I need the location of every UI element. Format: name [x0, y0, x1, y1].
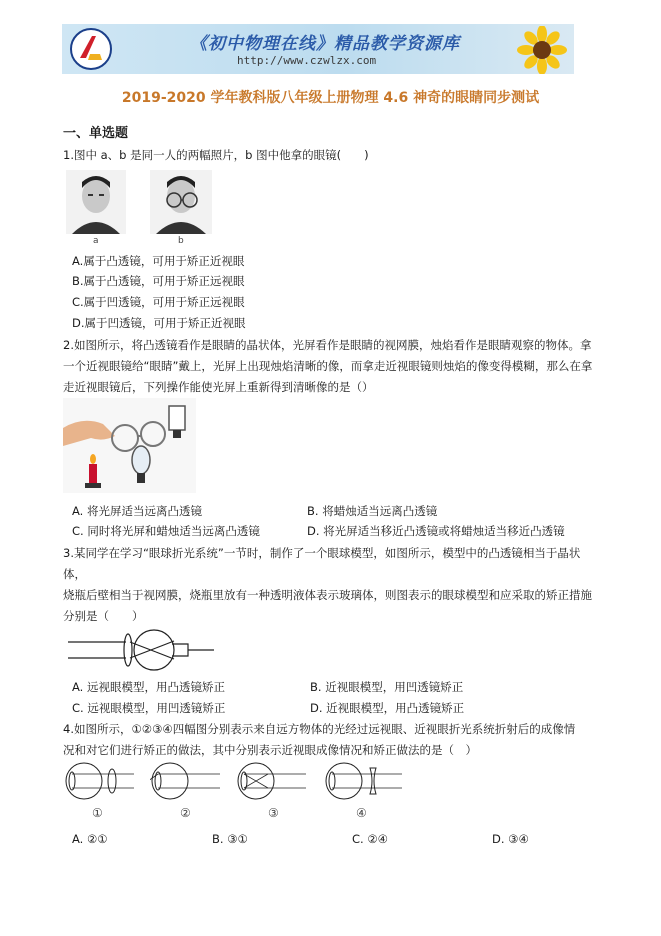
banner-url: http://www.czwlzx.com [237, 54, 377, 67]
q3-option-b[interactable]: B. 近视眼模型，用凹透镜矫正 [310, 680, 464, 694]
diagram-2-label: ② [180, 806, 191, 820]
eye-diagram-3 [236, 760, 308, 802]
q1-option-c[interactable]: C.属于凹透镜，可用于矫正远视眼 [72, 295, 245, 309]
q4-stem-line-2: 况和对它们进行矫正的做法，其中分别表示近视眼成像情况和矫正做法的是（ ） [63, 743, 477, 757]
photo-b-glasses-portrait-icon [150, 170, 212, 234]
q2-option-d[interactable]: D. 将光屏适当移近凸透镜或将蜡烛适当移近凸透镜 [307, 524, 565, 538]
photo-a-portrait-icon [66, 170, 126, 234]
sunflower-icon [512, 26, 570, 74]
q2-option-b[interactable]: B. 将蜡烛适当远离凸透镜 [307, 504, 438, 518]
section-heading: 一、单选题 [63, 126, 129, 141]
q2-stem-line-2: 一个近视眼镜给“眼睛”戴上，光屏上出现烛焰清晰的像，而拿走近视眼镜则烛焰的像变得模糊，那么在拿 [63, 359, 593, 373]
q4-option-a[interactable]: A. ②① [72, 832, 108, 846]
q2-stem-line-3: 走近视眼镜后，下列操作能使光屏上重新得到清晰像的是（） [63, 380, 374, 394]
q4-option-b[interactable]: B. ③① [212, 832, 248, 846]
q4-stem-line-1: 4.如图所示，①②③④四幅图分别表示来自远方物体的光经过远视眼、近视眼折光系统折射后的成像情 [63, 722, 576, 736]
diagram-3-label: ③ [268, 806, 279, 820]
eye-diagram-4 [324, 760, 404, 802]
eye-model-flask-figure [64, 626, 224, 674]
q3-stem-line-1: 3.某同学在学习“眼球折光系统”一节时，制作了一个眼球模型，如图所示，模型中的凸透镜相当于晶状体， [63, 546, 581, 581]
document-title: 2019-2020 学年教科版八年级上册物理 4.6 神奇的眼睛同步测试 [121, 90, 540, 106]
q1-option-d[interactable]: D.属于凹透镜，可用于矫正近视眼 [72, 316, 246, 330]
q4-option-c[interactable]: C. ②④ [352, 832, 388, 846]
candle-lens-screen-figure [63, 398, 196, 493]
q3-option-d[interactable]: D. 近视眼模型，用凸透镜矫正 [310, 701, 465, 715]
photo-b-caption: b [178, 236, 184, 246]
header-banner [62, 24, 574, 74]
question-1-stem: 1.图中 a、b 是同一人的两幅照片，b 图中他拿的眼镜( ) [63, 148, 369, 162]
question-3-stem [63, 543, 603, 627]
q3-option-c[interactable]: C. 远视眼模型，用凹透镜矫正 [72, 701, 226, 715]
diagram-4-label: ④ [356, 806, 367, 820]
q1-option-a[interactable]: A.属于凸透镜，可用于矫正近视眼 [72, 254, 245, 268]
q1-option-b[interactable]: B.属于凸透镜，可用于矫正远视眼 [72, 274, 245, 288]
q3-option-a[interactable]: A. 远视眼模型，用凸透镜矫正 [72, 680, 225, 694]
photo-a-caption: a [93, 236, 99, 246]
banner-title: 《初中物理在线》精品教学资源库 [190, 34, 460, 54]
question-2-stem [63, 335, 603, 398]
q2-option-c[interactable]: C. 同时将光屏和蜡烛适当远离凸透镜 [72, 524, 260, 538]
eye-diagram-2 [150, 760, 222, 802]
eye-diagram-1 [64, 760, 136, 802]
question-4-stem [63, 719, 603, 761]
q3-stem-line-2: 烧瓶后壁相当于视网膜，烧瓶里放有一种透明液体表示玻璃体，则图表示的眼球模型和应采取的矫正措施 [63, 588, 592, 602]
diagram-1-label: ① [92, 806, 103, 820]
site-logo-icon [70, 28, 112, 70]
q4-option-d[interactable]: D. ③④ [492, 832, 529, 846]
q2-option-a[interactable]: A. 将光屏适当远离凸透镜 [72, 504, 202, 518]
q2-stem-line-1: 2.如图所示，将凸透镜看作是眼睛的晶状体，光屏看作是眼睛的视网膜，烛焰看作是眼睛观察的物体。拿 [63, 338, 592, 352]
q3-stem-line-3: 分别是（ ） [63, 609, 144, 623]
